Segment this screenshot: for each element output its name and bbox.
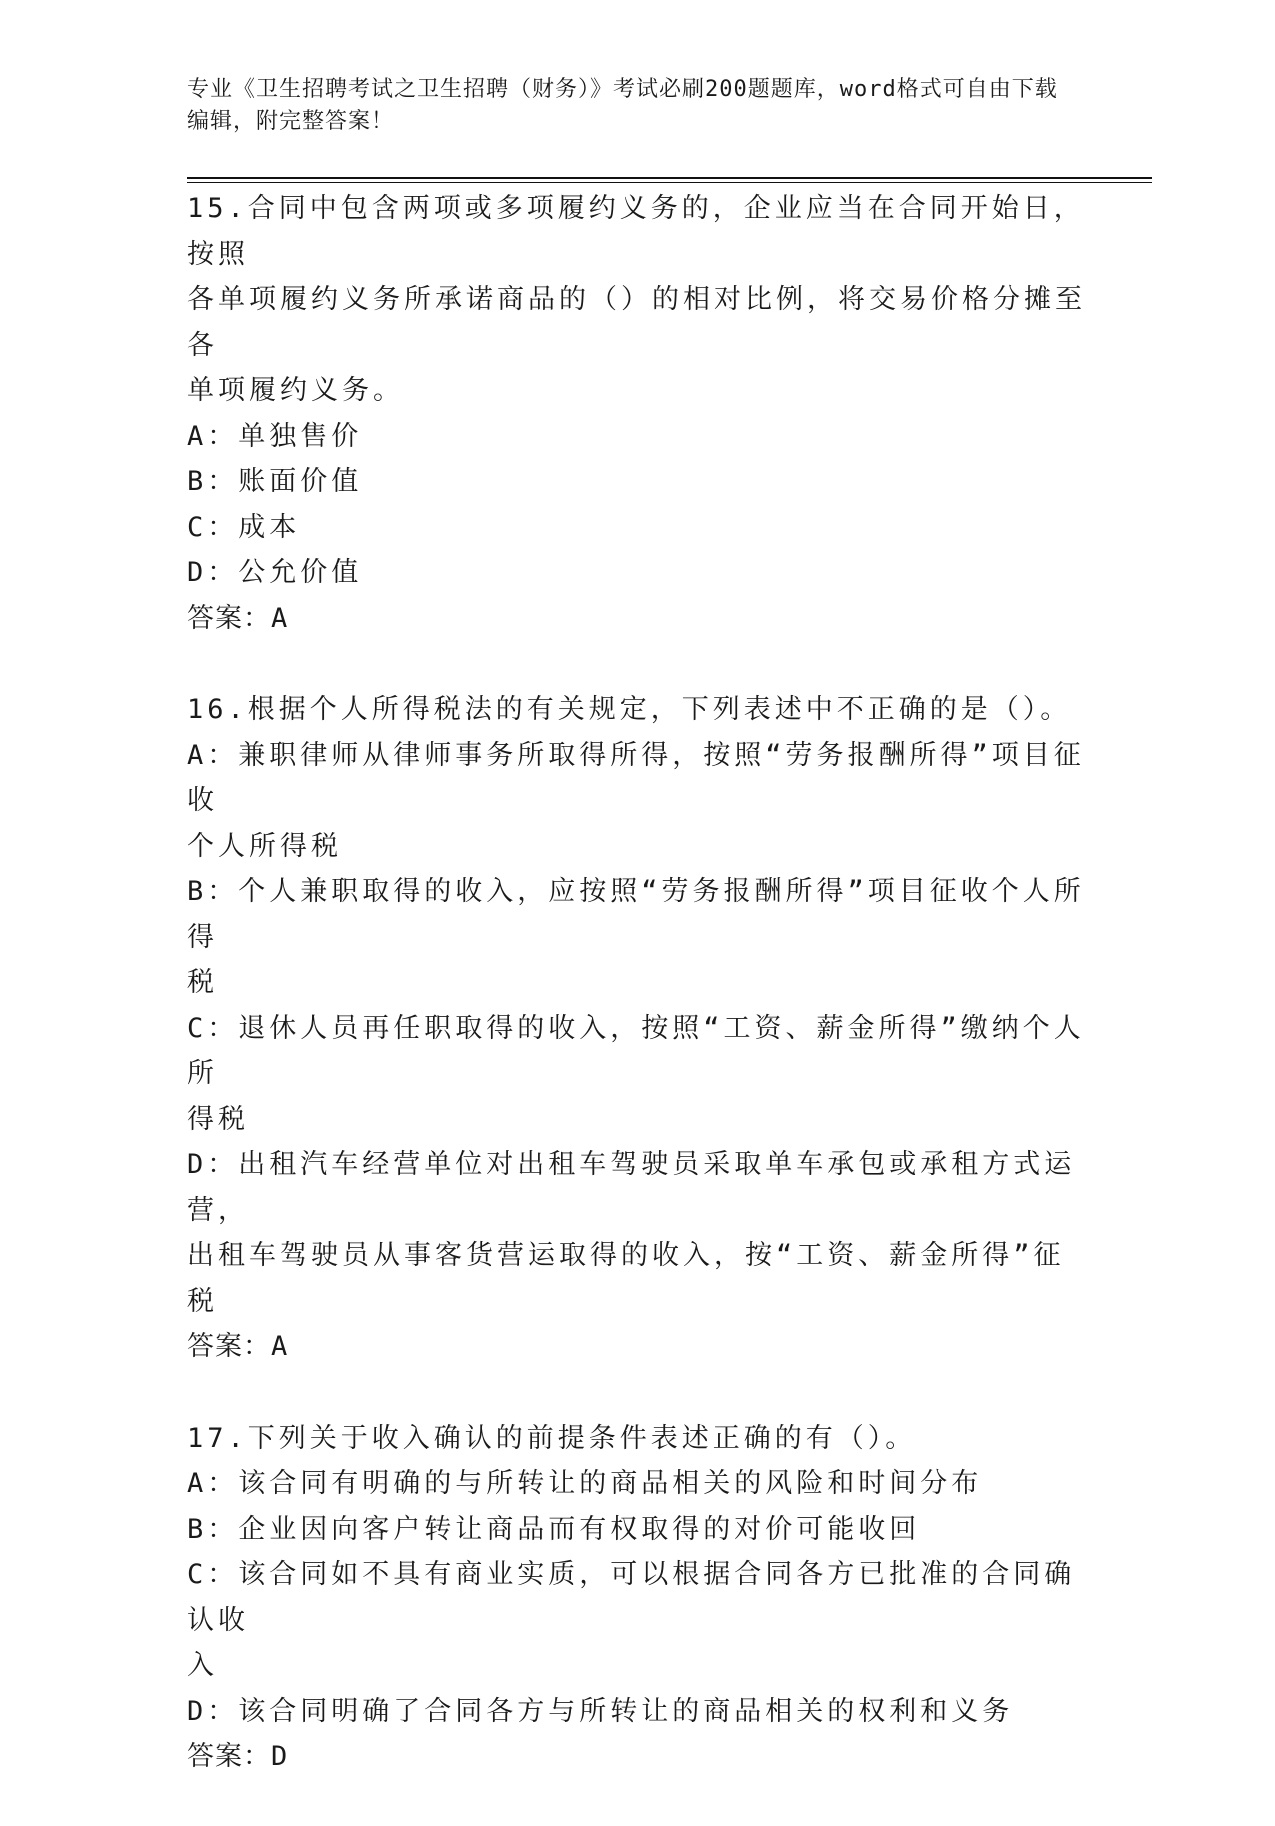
questions-list xyxy=(187,186,1087,1826)
option-a: A：单独售价 xyxy=(187,420,363,452)
option-d: D：公允价值 xyxy=(187,557,363,588)
question-stem-line: 各单项履约义务所承诺商品的（）的相对比例，将交易价格分摊至各 xyxy=(187,284,1086,361)
question-stem-line: 15.合同中包含两项或多项履约义务的，企业应当在合同开始日，按照 xyxy=(187,193,1085,270)
question-16 xyxy=(187,687,1087,1370)
option-a: A：兼职律师从律师事务所取得所得，按照“劳务报酬所得”项目征收 xyxy=(187,739,1085,816)
option-d: D：出租汽车经营单位对出租车驾驶员采取单车承包或承租方式运营， xyxy=(187,1149,1076,1226)
answer-label: 答案： xyxy=(187,602,271,634)
option-c: C：退休人员再任职取得的收入，按照“工资、薪金所得”缴纳个人所 xyxy=(187,1012,1085,1089)
question-stem-line: 17.下列关于收入确认的前提条件表述正确的有（）。 xyxy=(187,1422,917,1454)
option-d: D：该合同明确了合同各方与所转让的商品相关的权利和义务 xyxy=(187,1695,1014,1727)
answer-line xyxy=(187,1734,1087,1780)
question-15 xyxy=(187,186,1087,641)
option-c: C：成本 xyxy=(187,511,301,543)
answer-value: A xyxy=(271,602,289,634)
header-rule-thick xyxy=(187,177,1152,179)
option-c-cont: 入 xyxy=(187,1650,218,1681)
header-rule-thin xyxy=(187,182,1152,183)
question-stem-line: 16.根据个人所得税法的有关规定，下列表述中不正确的是（）。 xyxy=(187,694,1072,725)
option-b-cont: 税 xyxy=(187,967,218,998)
answer-line xyxy=(187,596,1087,642)
option-b: B：账面价值 xyxy=(187,466,363,497)
document-header: 专业《卫生招聘考试之卫生招聘（财务）》考试必刷200题题库，word格式可自由下载编辑，附完整答案！ xyxy=(187,77,1058,134)
question-stem-line: 单项履约义务。 xyxy=(187,375,404,406)
answer-value: D xyxy=(271,1741,289,1772)
option-a: A：该合同有明确的与所转让的商品相关的风险和时间分布 xyxy=(187,1468,983,1499)
option-d-cont: 出租车驾驶员从事客货营运取得的收入，按“工资、薪金所得”征税 xyxy=(187,1240,1065,1317)
question-17 xyxy=(187,1416,1087,1780)
option-c: C：该合同如不具有商业实质，可以根据合同各方已批准的合同确认收 xyxy=(187,1559,1076,1636)
option-a-cont: 个人所得税 xyxy=(187,830,342,862)
answer-line xyxy=(187,1324,1087,1370)
option-b: B：企业因向客户转让商品而有权取得的对价可能收回 xyxy=(187,1513,921,1545)
answer-value: A xyxy=(271,1331,289,1362)
option-c-cont: 得税 xyxy=(187,1103,249,1135)
answer-label: 答案： xyxy=(187,1741,271,1772)
answer-label: 答案： xyxy=(187,1331,271,1362)
option-b: B：个人兼职取得的收入，应按照“劳务报酬所得”项目征收个人所得 xyxy=(187,876,1085,953)
